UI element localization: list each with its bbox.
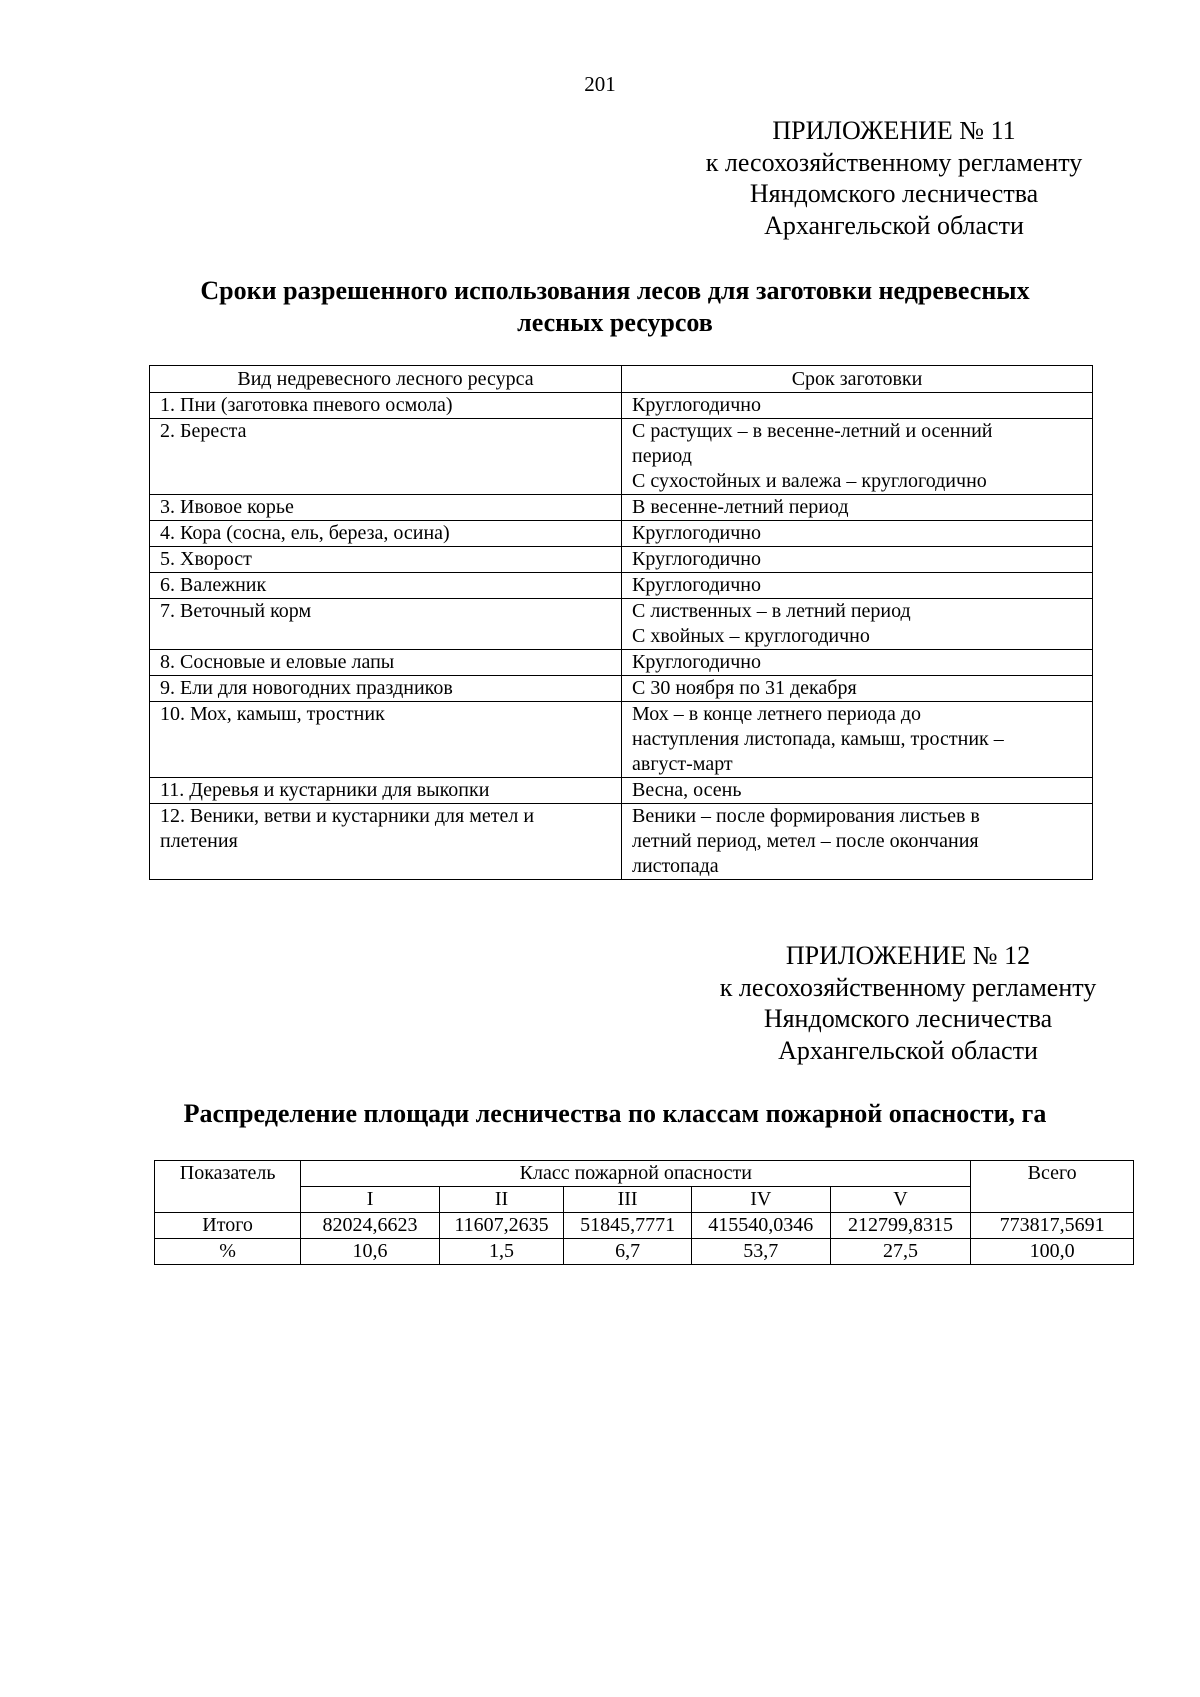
harvest-terms-table [149,365,1093,880]
value-cell: 6,7 [564,1239,692,1265]
title-line: лесных ресурсов [517,308,713,337]
table-row [150,676,1093,702]
term-cell [622,650,1093,676]
resource-cell: 4. Кора (сосна, ель, береза, осина) [150,521,622,547]
resource-cell: 5. Хворост [150,547,622,573]
term-line: Мох – в конце летнего периода до [632,703,922,725]
appendix-line: Няндомского лесничества [749,179,1039,208]
value-cell: 212799,8315 [830,1213,971,1239]
class-header: II [439,1187,563,1213]
term-cell [622,676,1093,702]
resource-cell: 7. Веточный корм [150,599,622,650]
resource-cell: 8. Сосновые и еловые лапы [150,650,622,676]
resource-cell: 3. Ивовое корье [150,495,622,521]
value-cell: 27,5 [830,1239,971,1265]
term-line: наступления листопада, камыш, тростник – [632,728,1004,750]
term-cell [622,573,1093,599]
appendix-12-header [628,940,1188,1066]
appendix-line: Архангельской области [778,1035,1038,1065]
term-line: период [632,445,692,467]
table-row [150,804,1093,880]
table-row [150,393,1093,419]
term-cell [622,702,1093,778]
column-header-indicator: Показатель [155,1161,301,1213]
resource-cell: 1. Пни (заготовка пневого осмола) [150,393,622,419]
resource-cell: 9. Ели для новогодних праздников [150,676,622,702]
table-row [150,778,1093,804]
page-number: 201 [584,72,616,96]
term-line: С растущих – в весенне-летний и осенний [632,420,993,442]
appendix-line: к лесохозяйственному регламенту [705,147,1083,177]
term-cell [622,778,1093,804]
fire-danger-table [154,1160,1134,1265]
class-header: III [564,1187,692,1213]
term-cell [622,495,1093,521]
table-row [150,650,1093,676]
column-header-term: Срок заготовки [622,366,1093,393]
table-body [150,393,1093,880]
table-header-row [155,1161,1134,1187]
appendix-line: Архангельской области [764,210,1024,240]
table-row [155,1213,1134,1239]
value-cell: 82024,6623 [301,1213,440,1239]
class-header: IV [691,1187,830,1213]
term-line: С сухостойных и валежа – круглогодично [632,470,987,492]
term-line: Круглогодично [632,574,762,596]
term-cell [622,599,1093,650]
value-cell: 1,5 [439,1239,563,1265]
resource-cell: 6. Валежник [150,573,622,599]
table-row [150,547,1093,573]
indicator-cell: % [155,1239,301,1265]
appendix-line: Няндомского лесничества [763,1004,1053,1033]
total-cell: 100,0 [971,1239,1134,1265]
title-line: Сроки разрешенного использования лесов для заготовки недревесных [200,276,1030,305]
table-row [150,573,1093,599]
table-row [150,599,1093,650]
column-header-total: Всего [971,1161,1134,1213]
term-line: С хвойных – круглогодично [632,625,870,647]
value-cell: 51845,7771 [564,1213,692,1239]
indicator-cell: Итого [155,1213,301,1239]
resource-cell: 12. Веники, ветви и кустарники для метел и плетения [150,804,622,880]
appendix-11-header [614,115,1174,241]
term-line: С лиственных – в летний период [632,600,911,622]
term-line: Круглогодично [632,651,762,673]
value-cell: 10,6 [301,1239,440,1265]
table-row [150,521,1093,547]
table-head [155,1161,1134,1213]
column-header-class: Класс пожарной опасности [301,1161,971,1187]
table-body [155,1213,1134,1265]
appendix-heading: ПРИЛОЖЕНИЕ № 12 [785,941,1031,970]
value-cell: 53,7 [691,1239,830,1265]
term-line: В весенне-летний период [632,496,849,518]
term-line: Круглогодично [632,548,762,570]
column-header-resource: Вид недревесного лесного ресурса [150,366,622,393]
term-line: летний период, метел – после окончания [632,830,979,852]
class-header: I [301,1187,440,1213]
class-header: V [830,1187,971,1213]
table-row [150,495,1093,521]
table-row [150,702,1093,778]
term-line: С 30 ноября по 31 декабря [632,677,857,699]
term-line: Круглогодично [632,394,762,416]
resource-cell: 2. Береста [150,419,622,495]
appendix-line: к лесохозяйственному регламенту [719,972,1097,1002]
total-cell: 773817,5691 [971,1213,1134,1239]
table-row [155,1239,1134,1265]
table-header-row [150,366,1093,393]
value-cell: 415540,0346 [691,1213,830,1239]
term-cell [622,393,1093,419]
resource-cell: 10. Мох, камыш, тростник [150,702,622,778]
term-line: Веники – после формирования листьев в [632,805,980,827]
term-cell [622,804,1093,880]
term-line: листопада [632,855,719,877]
term-line: Круглогодично [632,522,762,544]
value-cell: 11607,2635 [439,1213,563,1239]
table-row [150,419,1093,495]
resource-cell: 11. Деревья и кустарники для выкопки [150,778,622,804]
term-cell [622,521,1093,547]
appendix-heading: ПРИЛОЖЕНИЕ № 11 [772,116,1016,145]
term-cell [622,419,1093,495]
term-line: Весна, осень [632,779,742,801]
table2-title: Распределение площади лесничества по классам пожарной опасности, га [183,1099,1047,1128]
term-line: август-март [632,753,733,775]
term-cell [622,547,1093,573]
table1-title [40,275,1190,339]
